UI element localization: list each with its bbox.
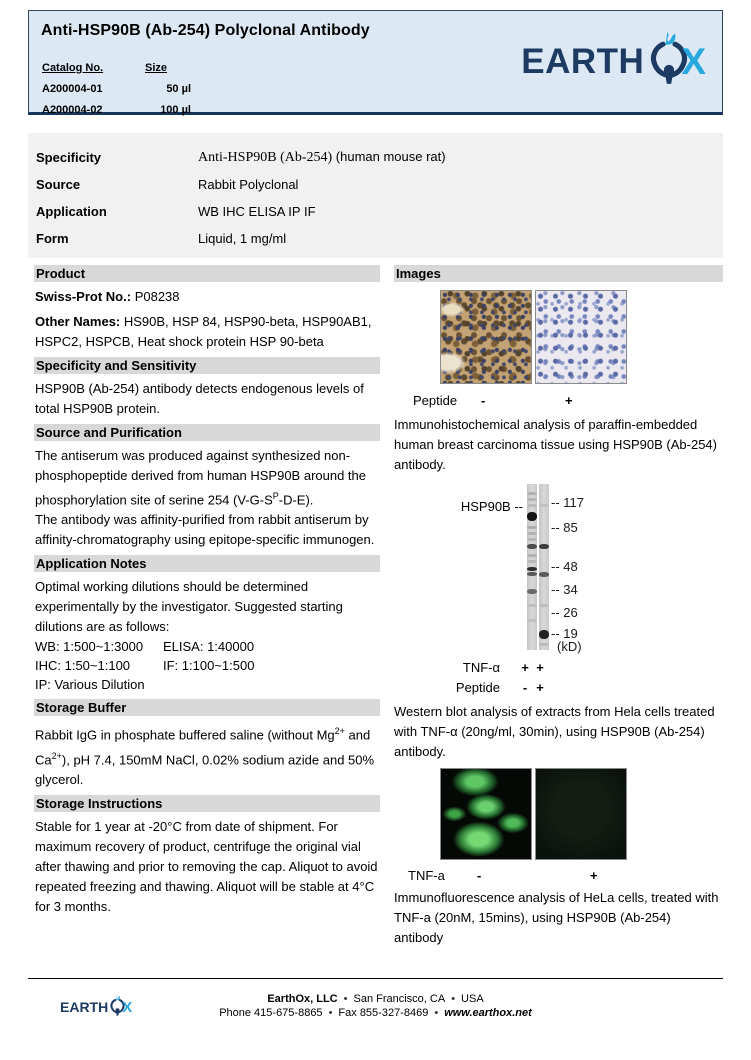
dilution-row: WB: 1:500~1:3000 ELISA: 1:40000 xyxy=(35,639,255,655)
size-col-header: Size xyxy=(145,61,168,74)
header-box xyxy=(28,10,723,115)
info-row-specificity: Specificity Anti-HSP90B (Ab-254) (human mouse rat) xyxy=(36,149,446,165)
section-header-source-purification: Source and Purification xyxy=(34,424,380,441)
wb-lane-2 xyxy=(539,484,549,650)
catalog-number: A200004-02 xyxy=(42,103,103,116)
peptide-label: Peptide xyxy=(455,680,500,695)
specificity-value: Anti-HSP90B (Ab-254) (human mouse rat) xyxy=(198,149,446,165)
product-column xyxy=(34,265,380,948)
form-value: Liquid, 1 mg/ml xyxy=(198,231,287,246)
if-tnf-row xyxy=(394,868,723,882)
wb-marker-117: -- 117 xyxy=(551,495,584,510)
footer-line-1: EarthOx, LLC • San Francisco, CA • USA xyxy=(267,993,484,1005)
plus-sign: + xyxy=(536,680,544,695)
ihc-peptide-row xyxy=(394,393,723,407)
source-purification-text-2: The antibody was affinity-purified from rabbit antiserum by affinity-chromatography using epitope-specific immunogen. xyxy=(35,512,375,548)
info-row-application: Application WB IHC ELISA IP IF xyxy=(36,204,316,219)
minus-sign: - xyxy=(481,393,486,408)
section-header-images: Images xyxy=(394,265,723,282)
catalog-header-row xyxy=(42,57,191,78)
logo-x-text: X xyxy=(681,40,706,82)
logo-earth-text: EARTH xyxy=(521,41,645,81)
footer xyxy=(28,978,723,1038)
website-link: www.earthox.net xyxy=(444,1007,532,1019)
wb-kd-label: (kD) xyxy=(557,639,582,654)
tnf-a-label: TNF-a xyxy=(408,868,445,883)
source-purification-text-1: The antiserum was produced against synthesized non-phosphopeptide derived from human HSP90B around the phosphorylation site of serine 254 $(V-G-S^P-D-E)$. xyxy=(35,448,366,508)
if-caption: Immunofluorescence analysis of HeLa cells, treated with TNF-a (20nM, 15mins), using HSP90B (Ab-254) antibody xyxy=(394,890,719,945)
ihc-image-peptide-blocked xyxy=(535,290,627,384)
wb-tnf-row xyxy=(394,660,723,674)
wb-caption: Western blot analysis of extracts from Hela cells treated with TNF-α (20ng/ml, 30min), using HSP90B (Ab-254) antibody. xyxy=(394,704,715,759)
info-row-source: Source Rabbit Polyclonal xyxy=(36,177,299,192)
logo-earth-text: EARTH xyxy=(60,999,109,1015)
storage-instructions-text: Stable for 1 year at -20°C from date of shipment. For maximum recovery of product, centrifuge the original vial after thawing and prior to removing the cap. Aliquot to avoid repeated freezing and thawing. Aliquot will be stable at 4°C for 3 months. xyxy=(35,818,378,914)
if-image-treated xyxy=(535,768,627,860)
wb-lane-1 xyxy=(527,484,537,650)
section-header-specificity-sensitivity: Specificity and Sensitivity xyxy=(34,357,380,374)
wb-marker-85: -- 85 xyxy=(551,520,578,535)
western-blot-figure xyxy=(394,479,723,654)
plus-sign: + xyxy=(590,868,598,883)
plus-sign: + xyxy=(536,660,544,675)
catalog-table xyxy=(42,57,191,120)
footer-line-2: Phone 415-675-8865 • Fax 855-327-8469 • www.earthox.net xyxy=(219,1007,532,1019)
other-names-line: Other Names: HS90B, HSP 84, HSP90-beta, HSP90AB1, HSPC2, HSPCB, Heat shock protein HSP 90-beta xyxy=(35,314,372,349)
section-header-storage-buffer: Storage Buffer xyxy=(34,699,380,716)
catalog-number: A200004-01 xyxy=(42,82,103,95)
specificity-sensitivity-text: HSP90B (Ab-254) antibody detects endogenous levels of total HSP90B protein. xyxy=(35,381,364,416)
catalog-col-header: Catalog No. xyxy=(42,61,104,74)
catalog-size: 100 µl xyxy=(160,103,191,116)
dilution-row: IHC: 1:50~1:100 IF: 1:100~1:500 xyxy=(35,658,255,674)
ihc-figure xyxy=(440,290,723,384)
application-value: WB IHC ELISA IP IF xyxy=(198,204,316,219)
if-figure xyxy=(440,768,723,860)
storage-buffer-text: Rabbit IgG in phosphate buffered saline (without $Mg^{2+}$ and $Ca^{2+}$), pH 7.4, 150mM NaCl, 0.02% sodium azide and 50% glycerol. xyxy=(35,726,375,787)
catalog-row xyxy=(42,78,191,99)
section-header-storage-instructions: Storage Instructions xyxy=(34,795,380,812)
dilution-row: IP: Various Dilution xyxy=(35,677,145,693)
ihc-image-untreated xyxy=(440,290,532,384)
catalog-size: 50 µl xyxy=(166,82,191,95)
earthox-logo xyxy=(521,31,706,91)
source-value: Rabbit Polyclonal xyxy=(198,177,299,192)
tnf-alpha-label: TNF-α xyxy=(462,660,500,675)
footer-address xyxy=(28,979,723,1020)
ihc-caption: Immunohistochemical analysis of paraffin-embedded human breast carcinoma tissue using HSP90B (Ab-254) antibody. xyxy=(394,417,717,472)
wb-marker-34: -- 34 xyxy=(551,582,578,597)
wb-marker-26: -- 26 xyxy=(551,605,578,620)
images-column xyxy=(394,265,723,948)
plus-sign: + xyxy=(565,393,573,408)
peptide-label: Peptide xyxy=(413,393,458,408)
logo-x-text: X xyxy=(122,998,133,1016)
content-columns xyxy=(34,265,723,948)
section-header-product: Product xyxy=(34,265,380,282)
wb-peptide-row xyxy=(394,680,723,694)
page-title: Anti-HSP90B (Ab-254) Polyclonal Antibody xyxy=(41,22,370,39)
application-notes-intro: Optimal working dilutions should be determined experimentally by the investigator. Suggested starting dilutions are as follows: xyxy=(35,579,343,635)
wb-marker-19: -- 19 xyxy=(551,626,578,641)
minus-sign: - xyxy=(522,680,528,695)
plus-sign: + xyxy=(521,660,529,675)
info-table xyxy=(28,133,723,258)
section-header-application-notes: Application Notes xyxy=(34,555,380,572)
wb-band-label: HSP90B -- xyxy=(460,499,523,514)
footer-earthox-logo xyxy=(60,995,132,1019)
catalog-row xyxy=(42,99,191,120)
minus-sign: - xyxy=(477,868,482,883)
swissprot-line: Swiss-Prot No.: P08238 xyxy=(35,289,180,304)
wb-marker-48: -- 48 xyxy=(551,559,578,574)
info-row-form: Form Liquid, 1 mg/ml xyxy=(36,231,287,246)
if-image-untreated xyxy=(440,768,532,860)
